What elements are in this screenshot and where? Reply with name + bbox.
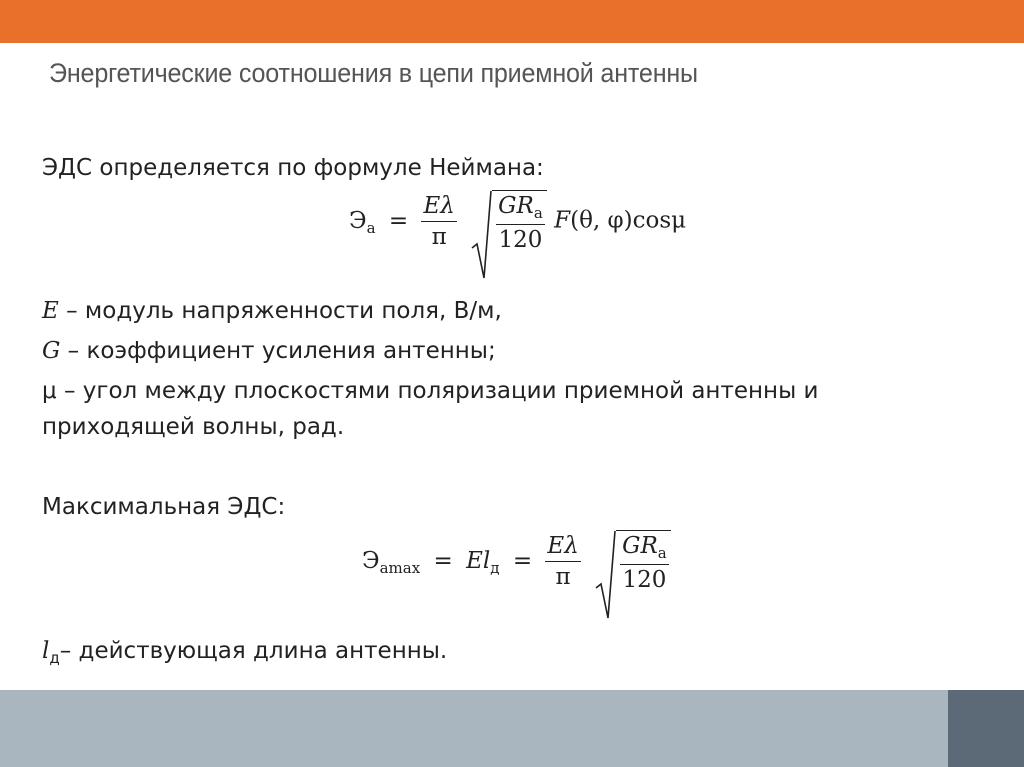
- equals-sign-2: =: [512, 547, 533, 574]
- fraction-e-lambda-pi: $\frac{E\lambda}{\pi}$: [423, 193, 455, 250]
- def-effective-length: $l_д-$ действующая длина антенны.: [42, 638, 448, 667]
- top-accent-bar: [0, 0, 1024, 43]
- square-root: [470, 190, 547, 253]
- intro-text: ЭДС определяется по формуле Неймана:: [42, 155, 544, 181]
- formula-tail: (θ, φ)cosμ: [570, 207, 687, 234]
- def-g: G – коэффициент усиления антенны;: [42, 338, 496, 364]
- neumann-formula: [349, 190, 686, 253]
- slide-title: Энергетические соотношения в цепи приемной антенны: [49, 58, 698, 88]
- fraction-e-lambda-pi-2: $\frac{E\lambda}{\pi}$: [547, 533, 579, 590]
- def-mu-cont: приходящей волны, рад.: [42, 414, 345, 440]
- square-root-2: [594, 530, 671, 593]
- def-e: E – модуль напряженности поля, В/м,: [42, 298, 502, 324]
- radical-icon: [470, 190, 492, 282]
- radical-icon-2: [594, 530, 616, 622]
- footer-bar: [0, 690, 948, 767]
- equals-sign: =: [388, 207, 409, 234]
- max-emf-label: Максимальная ЭДС:: [42, 494, 286, 520]
- footer-corner-block: [948, 690, 1024, 767]
- emf-max-symbol: $Э_{amax}$: [362, 547, 421, 577]
- def-mu: μ – угол между плоскостями поляризации приемной антенны и: [42, 378, 819, 404]
- emf-symbol: $Э_а$: [349, 207, 376, 237]
- equals-sign-1: =: [433, 547, 453, 574]
- fraction-gr-120-2: $\frac{GR_a}{120}$: [622, 533, 667, 593]
- effective-length-term: $El_д$: [466, 547, 500, 577]
- fraction-gr-120: $\frac{GR_a}{120}$: [498, 193, 543, 253]
- pattern-function: F: [554, 207, 571, 234]
- max-emf-formula: [362, 530, 671, 593]
